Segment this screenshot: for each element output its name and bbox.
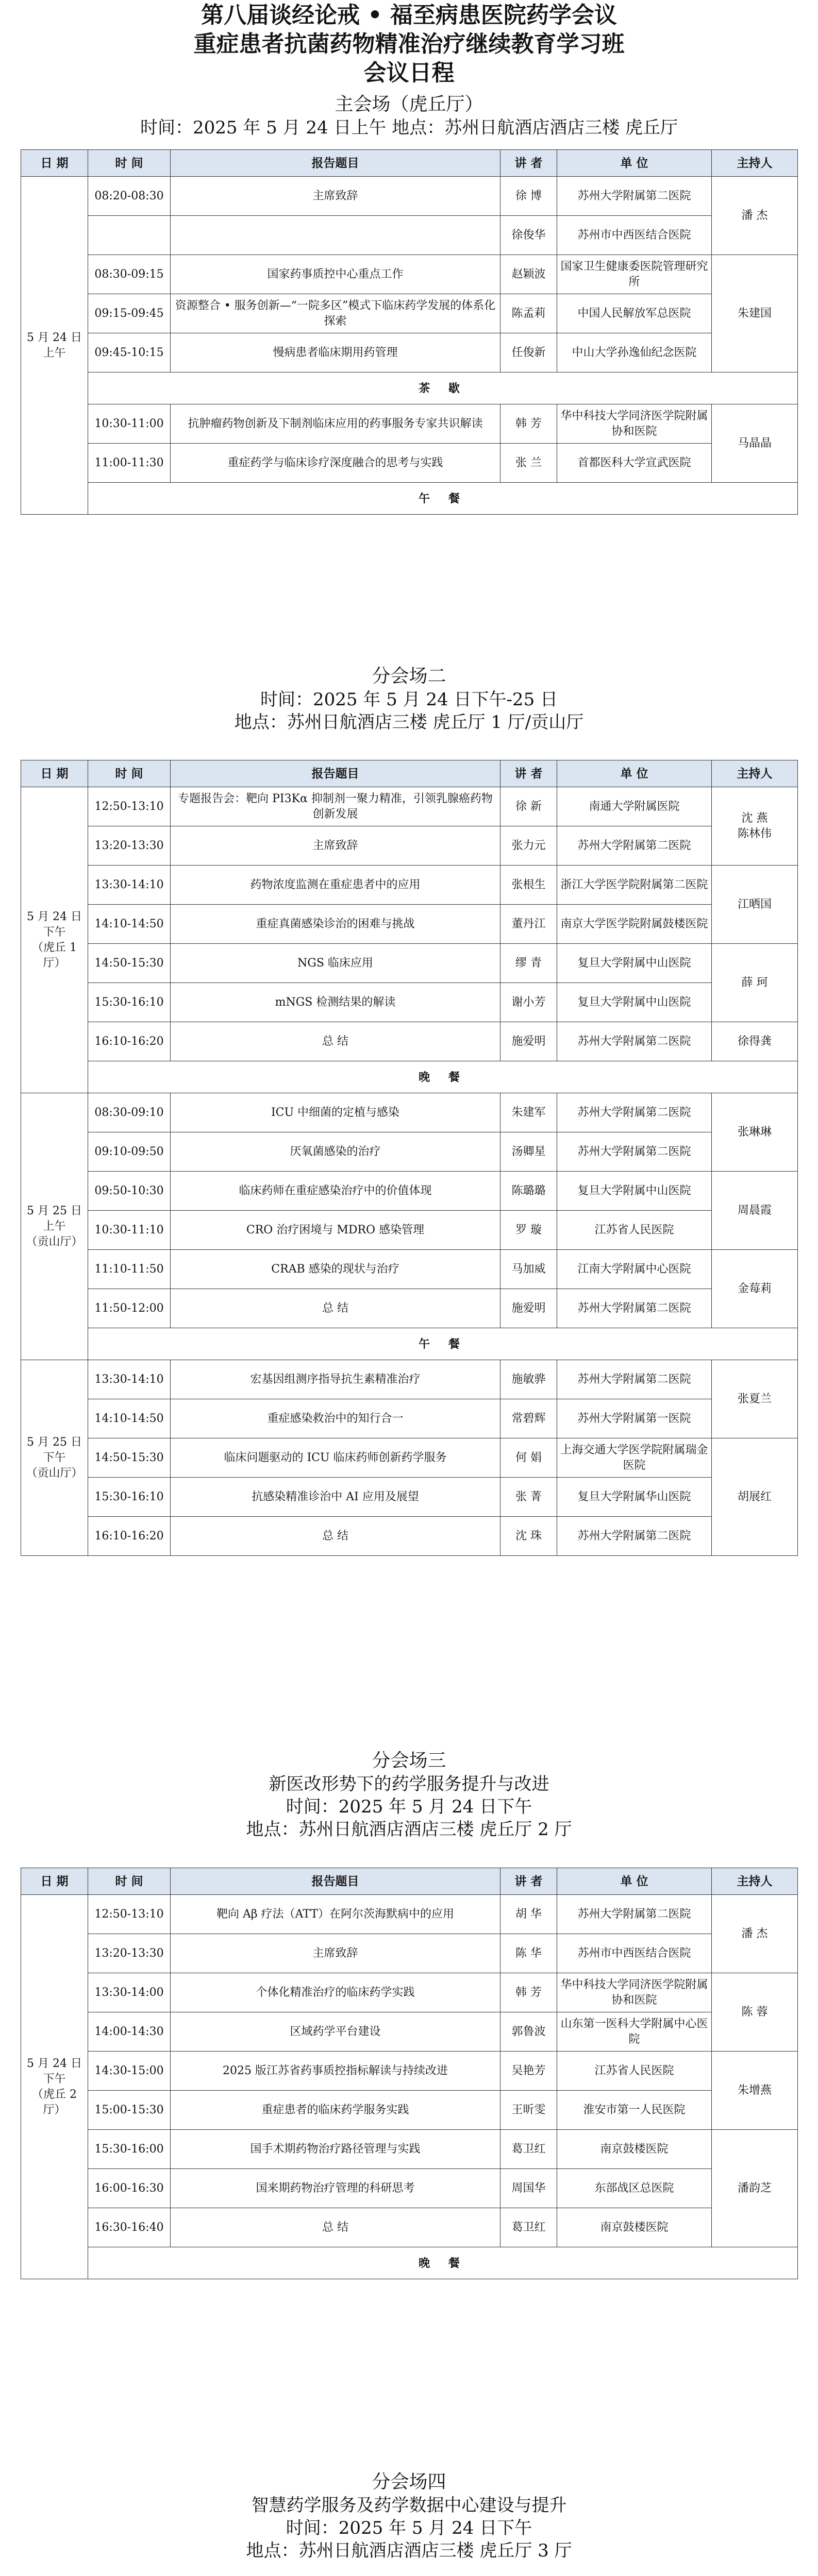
speaker-cell: 汤卿星 — [500, 1132, 557, 1172]
column-header: 讲 者 — [500, 150, 557, 177]
break-cell: 午 餐 — [88, 483, 798, 515]
table-row — [21, 372, 798, 404]
topic-cell: 临床问题驱动的 ICU 临床药师创新药学服务 — [171, 1438, 500, 1478]
table-row — [21, 944, 798, 983]
speaker-cell: 胡 华 — [500, 1895, 557, 1934]
topic-cell: 主席致辞 — [171, 1934, 500, 1973]
topic-cell: 总 结 — [171, 1517, 500, 1556]
unit-cell: 南京鼓楼医院 — [557, 2130, 712, 2169]
table-row — [21, 2012, 798, 2052]
session-title-line: 时间：2025 年 5 月 24 日下午 — [286, 1797, 532, 1817]
time-cell: 15:30-16:10 — [88, 983, 171, 1022]
session-section — [0, 2470, 818, 2562]
table-row — [21, 1360, 798, 1399]
break-cell: 茶 歇 — [88, 372, 798, 404]
table-row — [21, 1438, 798, 1478]
session-titles — [0, 1749, 818, 1841]
unit-cell: 复旦大学附属中山医院 — [557, 944, 712, 983]
session-titles — [0, 665, 818, 734]
table-row — [21, 1517, 798, 1556]
unit-cell: 江苏省人民医院 — [557, 2052, 712, 2091]
host-cell: 张夏兰 — [712, 1360, 798, 1438]
speaker-cell: 赵颖波 — [500, 255, 557, 294]
column-header: 主持人 — [712, 150, 798, 177]
column-header: 报告题目 — [171, 1868, 500, 1895]
topic-cell: 国来期药物治疗管理的科研思考 — [171, 2169, 500, 2208]
table-row — [21, 1934, 798, 1973]
topic-cell: mNGS 检测结果的解读 — [171, 983, 500, 1022]
speaker-cell: 朱建军 — [500, 1093, 557, 1132]
host-cell: 朱建国 — [712, 255, 798, 372]
time-cell: 16:10-16:20 — [88, 1022, 171, 1061]
table-row — [21, 444, 798, 483]
unit-cell: 苏州市中西医结合医院 — [557, 1934, 712, 1973]
table-row — [21, 294, 798, 333]
table-row — [21, 177, 798, 216]
time-cell: 13:30-14:10 — [88, 866, 171, 905]
topic-cell: 专题报告会：靶向 PI3Kα 抑制剂一聚力精准，引领乳腺癌药物创新发展 — [171, 787, 500, 826]
session-title-line: 地点：苏州日航酒店酒店三楼 虎丘厅 3 厅 — [246, 2540, 572, 2561]
unit-cell: 苏州大学附属第二医院 — [557, 1517, 712, 1556]
time-cell: 15:30-16:10 — [88, 1478, 171, 1517]
speaker-cell: 何 娟 — [500, 1438, 557, 1478]
session-section — [0, 665, 818, 1543]
session-title-line: 时间：2025 年 5 月 24 日下午-25 日 — [260, 689, 558, 710]
host-cell: 陈 蓉 — [712, 1973, 798, 2052]
time-cell: 10:30-11:00 — [88, 404, 171, 444]
unit-cell: 东部战区总医院 — [557, 2169, 712, 2208]
time-cell: 16:30-16:40 — [88, 2208, 171, 2247]
table-row — [21, 2091, 798, 2130]
time-cell: 13:20-13:30 — [88, 826, 171, 866]
speaker-cell: 张根生 — [500, 866, 557, 905]
host-cell: 潘 杰 — [712, 177, 798, 255]
topic-cell: 主席致辞 — [171, 177, 500, 216]
time-cell: 11:10-11:50 — [88, 1250, 171, 1289]
table-header-row — [21, 1868, 798, 1895]
unit-cell: 复旦大学附属中山医院 — [557, 1172, 712, 1211]
unit-cell: 苏州大学附属第二医院 — [557, 1022, 712, 1061]
host-cell: 金莓莉 — [712, 1250, 798, 1328]
table-row — [21, 2052, 798, 2091]
column-header: 日 期 — [21, 760, 88, 787]
speaker-cell: 葛卫红 — [500, 2130, 557, 2169]
column-header: 讲 者 — [500, 760, 557, 787]
session-title-line: 智慧药学服务及药学数据中心建设与提升 — [251, 2495, 567, 2516]
column-header: 主持人 — [712, 760, 798, 787]
speaker-cell: 谢小芳 — [500, 983, 557, 1022]
table-row — [21, 866, 798, 905]
unit-cell: 中山大学孙逸仙纪念医院 — [557, 333, 712, 372]
host-cell: 张琳琳 — [712, 1093, 798, 1172]
unit-cell: 南京鼓楼医院 — [557, 2208, 712, 2247]
time-cell: 09:45-10:15 — [88, 333, 171, 372]
host-cell: 潘 杰 — [712, 1895, 798, 1973]
table-header-row — [21, 760, 798, 787]
time-cell: 13:30-14:10 — [88, 1360, 171, 1399]
date-cell: 5 月 24 日 下午 （虎丘 2 厅） — [21, 1895, 88, 2279]
column-header: 讲 者 — [500, 1868, 557, 1895]
table-header-row — [21, 150, 798, 177]
time-cell: 14:00-14:30 — [88, 2012, 171, 2052]
time-cell: 14:50-15:30 — [88, 1438, 171, 1478]
unit-cell: 浙江大学医学院附属第二医院 — [557, 866, 712, 905]
host-cell: 江晒国 — [712, 866, 798, 944]
speaker-cell: 任俊新 — [500, 333, 557, 372]
host-cell: 朱增燕 — [712, 2052, 798, 2130]
topic-cell: CRAB 感染的现状与治疗 — [171, 1250, 500, 1289]
topic-cell: 重症真菌感染诊治的困难与挑战 — [171, 905, 500, 944]
table-row — [21, 1328, 798, 1360]
date-cell: 5 月 24 日 下午 （虎丘 1 厅） — [21, 787, 88, 1093]
topic-cell: 宏基因组测序指导抗生素精准治疗 — [171, 1360, 500, 1399]
host-cell: 沈 燕 陈林伟 — [712, 787, 798, 866]
session-title-line: 新医改形势下的药学服务提升与改进 — [269, 1774, 549, 1794]
table-row — [21, 2169, 798, 2208]
speaker-cell: 郭鲁波 — [500, 2012, 557, 2052]
unit-cell: 苏州市中西医结合医院 — [557, 216, 712, 255]
table-row — [21, 1289, 798, 1328]
table-row — [21, 1895, 798, 1934]
table-row — [21, 1211, 798, 1250]
time-cell — [88, 216, 171, 255]
session-section — [0, 1749, 818, 2270]
date-cell: 5 月 24 日 上午 — [21, 177, 88, 515]
conference-title: 第八届谈经论戒 • 福至病患医院药学会议 — [201, 2, 617, 28]
speaker-cell: 徐 博 — [500, 177, 557, 216]
speaker-cell: 常碧辉 — [500, 1399, 557, 1438]
column-header: 单 位 — [557, 150, 712, 177]
topic-cell: 国手术期药物治疗路径管理与实践 — [171, 2130, 500, 2169]
table-row — [21, 1250, 798, 1289]
host-cell: 周晨霞 — [712, 1172, 798, 1250]
time-cell: 15:30-16:00 — [88, 2130, 171, 2169]
break-cell: 晚 餐 — [88, 1061, 798, 1093]
table-row — [21, 787, 798, 826]
column-header: 日 期 — [21, 1868, 88, 1895]
table-row — [21, 826, 798, 866]
date-cell: 5 月 25 日 上午 （贡山厅） — [21, 1093, 88, 1360]
speaker-cell: 董丹江 — [500, 905, 557, 944]
time-cell: 09:15-09:45 — [88, 294, 171, 333]
unit-cell: 南京大学医学院附属鼓楼医院 — [557, 905, 712, 944]
session-title-line: 地点：苏州日航酒店三楼 虎丘厅 1 厅/贡山厅 — [234, 712, 584, 733]
time-cell: 11:50-12:00 — [88, 1289, 171, 1328]
unit-cell: 淮安市第一人民医院 — [557, 2091, 712, 2130]
session-schedule-table — [21, 1868, 798, 2279]
speaker-cell: 徐 新 — [500, 787, 557, 826]
time-cell: 12:50-13:10 — [88, 787, 171, 826]
topic-cell: 总 结 — [171, 1289, 500, 1328]
table-row — [21, 1399, 798, 1438]
unit-cell: 苏州大学附属第二医院 — [557, 826, 712, 866]
speaker-cell: 韩 芳 — [500, 1973, 557, 2012]
unit-cell: 苏州大学附属第二医院 — [557, 1132, 712, 1172]
time-cell: 08:20-08:30 — [88, 177, 171, 216]
topic-cell: 2025 版江苏省药事质控指标解读与持续改进 — [171, 2052, 500, 2091]
speaker-cell: 沈 珠 — [500, 1517, 557, 1556]
course-title: 重症患者抗菌药物精准治疗继续教育学习班 — [193, 31, 625, 57]
date-cell: 5 月 25 日 下午 （贡山厅） — [21, 1360, 88, 1556]
column-header: 时 间 — [88, 150, 171, 177]
topic-cell: 抗感染精准诊治中 AI 应用及展望 — [171, 1478, 500, 1517]
table-row — [21, 1093, 798, 1132]
unit-cell: 苏州大学附属第二医院 — [557, 177, 712, 216]
column-header: 报告题目 — [171, 760, 500, 787]
session-title-line: 主会场（虎丘厅） — [335, 94, 483, 115]
column-header: 主持人 — [712, 1868, 798, 1895]
speaker-cell: 罗 璇 — [500, 1211, 557, 1250]
column-header: 时 间 — [88, 1868, 171, 1895]
table-row — [21, 2208, 798, 2247]
session-schedule-table — [21, 149, 798, 515]
topic-cell: 抗肿瘤药物创新及下制剂临床应用的药事服务专家共识解读 — [171, 404, 500, 444]
time-cell: 09:10-09:50 — [88, 1132, 171, 1172]
time-cell: 14:30-15:00 — [88, 2052, 171, 2091]
topic-cell: NGS 临床应用 — [171, 944, 500, 983]
speaker-cell: 张 菁 — [500, 1478, 557, 1517]
topic-cell: CRO 治疗困境与 MDRO 感染管理 — [171, 1211, 500, 1250]
topic-cell: 药物浓度监测在重症患者中的应用 — [171, 866, 500, 905]
time-cell: 14:50-15:30 — [88, 944, 171, 983]
time-cell: 13:20-13:30 — [88, 1934, 171, 1973]
table-row — [21, 1973, 798, 2012]
speaker-cell: 陈孟莉 — [500, 294, 557, 333]
speaker-cell: 韩 芳 — [500, 404, 557, 444]
host-cell: 潘韵芝 — [712, 2130, 798, 2247]
speaker-cell: 徐俊华 — [500, 216, 557, 255]
column-header: 单 位 — [557, 1868, 712, 1895]
session-title-line: 时间：2025 年 5 月 24 日下午 — [286, 2518, 532, 2538]
time-cell: 08:30-09:15 — [88, 255, 171, 294]
topic-cell: 个体化精准治疗的临床药学实践 — [171, 1973, 500, 2012]
unit-cell: 国家卫生健康委医院管理研究所 — [557, 255, 712, 294]
topic-cell: 厌氧菌感染的治疗 — [171, 1132, 500, 1172]
column-header: 单 位 — [557, 760, 712, 787]
time-cell: 12:50-13:10 — [88, 1895, 171, 1934]
table-row — [21, 983, 798, 1022]
speaker-cell: 施爱明 — [500, 1022, 557, 1061]
table-row — [21, 1478, 798, 1517]
session-title-line: 分会场四 — [372, 2471, 446, 2493]
topic-cell: 总 结 — [171, 1022, 500, 1061]
session-schedule-table — [21, 760, 798, 1556]
topic-cell: 主席致辞 — [171, 826, 500, 866]
speaker-cell: 周国华 — [500, 2169, 557, 2208]
session-title-line: 时间：2025 年 5 月 24 日上午 地点：苏州日航酒店酒店三楼 虎丘厅 — [140, 117, 678, 138]
host-cell: 徐得龚 — [712, 1022, 798, 1061]
unit-cell: 江苏省人民医院 — [557, 1211, 712, 1250]
time-cell: 10:30-11:10 — [88, 1211, 171, 1250]
speaker-cell: 葛卫红 — [500, 2208, 557, 2247]
topic-cell: 区域药学平台建设 — [171, 2012, 500, 2052]
time-cell: 16:10-16:20 — [88, 1517, 171, 1556]
unit-cell: 复旦大学附属中山医院 — [557, 983, 712, 1022]
session-title-line: 分会场三 — [372, 1750, 446, 1771]
speaker-cell: 王昕雯 — [500, 2091, 557, 2130]
topic-cell: 慢病患者临床期用药管理 — [171, 333, 500, 372]
table-row — [21, 2130, 798, 2169]
unit-cell: 首都医科大学宣武医院 — [557, 444, 712, 483]
unit-cell: 中国人民解放军总医院 — [557, 294, 712, 333]
table-row — [21, 404, 798, 444]
topic-cell: 国家药事质控中心重点工作 — [171, 255, 500, 294]
speaker-cell: 缪 青 — [500, 944, 557, 983]
table-row — [21, 1172, 798, 1211]
topic-cell: 重症药学与临床诊疗深度融合的思考与实践 — [171, 444, 500, 483]
unit-cell: 复旦大学附属华山医院 — [557, 1478, 712, 1517]
table-row — [21, 333, 798, 372]
table-row — [21, 483, 798, 515]
table-row — [21, 255, 798, 294]
speaker-cell: 张力元 — [500, 826, 557, 866]
session-section — [0, 93, 818, 505]
topic-cell: 靶向 Aβ 疗法（ATT）在阿尔茨海默病中的应用 — [171, 1895, 500, 1934]
unit-cell: 苏州大学附属第一医院 — [557, 1399, 712, 1438]
speaker-cell: 施爱明 — [500, 1289, 557, 1328]
unit-cell: 山东第一医科大学附属中心医院 — [557, 2012, 712, 2052]
topic-cell: ICU 中细菌的定植与感染 — [171, 1093, 500, 1132]
table-row — [21, 2247, 798, 2279]
speaker-cell: 马加威 — [500, 1250, 557, 1289]
topic-cell: 临床药师在重症感染治疗中的价值体现 — [171, 1172, 500, 1211]
unit-cell: 华中科技大学同济医学院附属协和医院 — [557, 1973, 712, 2012]
time-cell: 15:00-15:30 — [88, 2091, 171, 2130]
unit-cell: 苏州大学附属第二医院 — [557, 1289, 712, 1328]
unit-cell: 苏州大学附属第二医院 — [557, 1093, 712, 1132]
table-row — [21, 216, 798, 255]
unit-cell: 苏州大学附属第二医院 — [557, 1360, 712, 1399]
table-row — [21, 1061, 798, 1093]
topic-cell: 资源整合 • 服务创新—“一院多区”模式下临床药学发展的体系化探索 — [171, 294, 500, 333]
session-titles — [0, 93, 818, 139]
table-row — [21, 1022, 798, 1061]
topic-cell: 重症患者的临床药学服务实践 — [171, 2091, 500, 2130]
unit-cell: 华中科技大学同济医学院附属协和医院 — [557, 404, 712, 444]
unit-cell: 南通大学附属医院 — [557, 787, 712, 826]
speaker-cell: 陈 华 — [500, 1934, 557, 1973]
session-title-line: 分会场二 — [372, 666, 446, 687]
time-cell: 13:30-14:00 — [88, 1973, 171, 2012]
column-header: 日 期 — [21, 150, 88, 177]
table-row — [21, 905, 798, 944]
speaker-cell: 施敏骅 — [500, 1360, 557, 1399]
time-cell: 08:30-09:10 — [88, 1093, 171, 1132]
topic-cell — [171, 216, 500, 255]
speaker-cell: 陈璐璐 — [500, 1172, 557, 1211]
break-cell: 晚 餐 — [88, 2247, 798, 2279]
time-cell: 16:00-16:30 — [88, 2169, 171, 2208]
host-cell: 薛 珂 — [712, 944, 798, 1022]
session-title-line: 地点：苏州日航酒店酒店三楼 虎丘厅 2 厅 — [246, 1819, 572, 1840]
column-header: 报告题目 — [171, 150, 500, 177]
unit-cell: 江南大学附属中心医院 — [557, 1250, 712, 1289]
time-cell: 09:50-10:30 — [88, 1172, 171, 1211]
topic-cell: 重症感染救治中的知行合一 — [171, 1399, 500, 1438]
table-row — [21, 1132, 798, 1172]
host-cell: 马晶晶 — [712, 404, 798, 483]
speaker-cell: 吴艳芳 — [500, 2052, 557, 2091]
speaker-cell: 张 兰 — [500, 444, 557, 483]
time-cell: 14:10-14:50 — [88, 1399, 171, 1438]
host-cell: 胡展红 — [712, 1438, 798, 1556]
unit-cell: 苏州大学附属第二医院 — [557, 1895, 712, 1934]
agenda-header — [0, 1, 818, 88]
time-cell: 11:00-11:30 — [88, 444, 171, 483]
session-titles — [0, 2470, 818, 2562]
time-cell: 14:10-14:50 — [88, 905, 171, 944]
unit-cell: 上海交通大学医学院附属瑞金医院 — [557, 1438, 712, 1478]
topic-cell: 总 结 — [171, 2208, 500, 2247]
column-header: 时 间 — [88, 760, 171, 787]
agenda-title: 会议日程 — [363, 60, 455, 86]
break-cell: 午 餐 — [88, 1328, 798, 1360]
